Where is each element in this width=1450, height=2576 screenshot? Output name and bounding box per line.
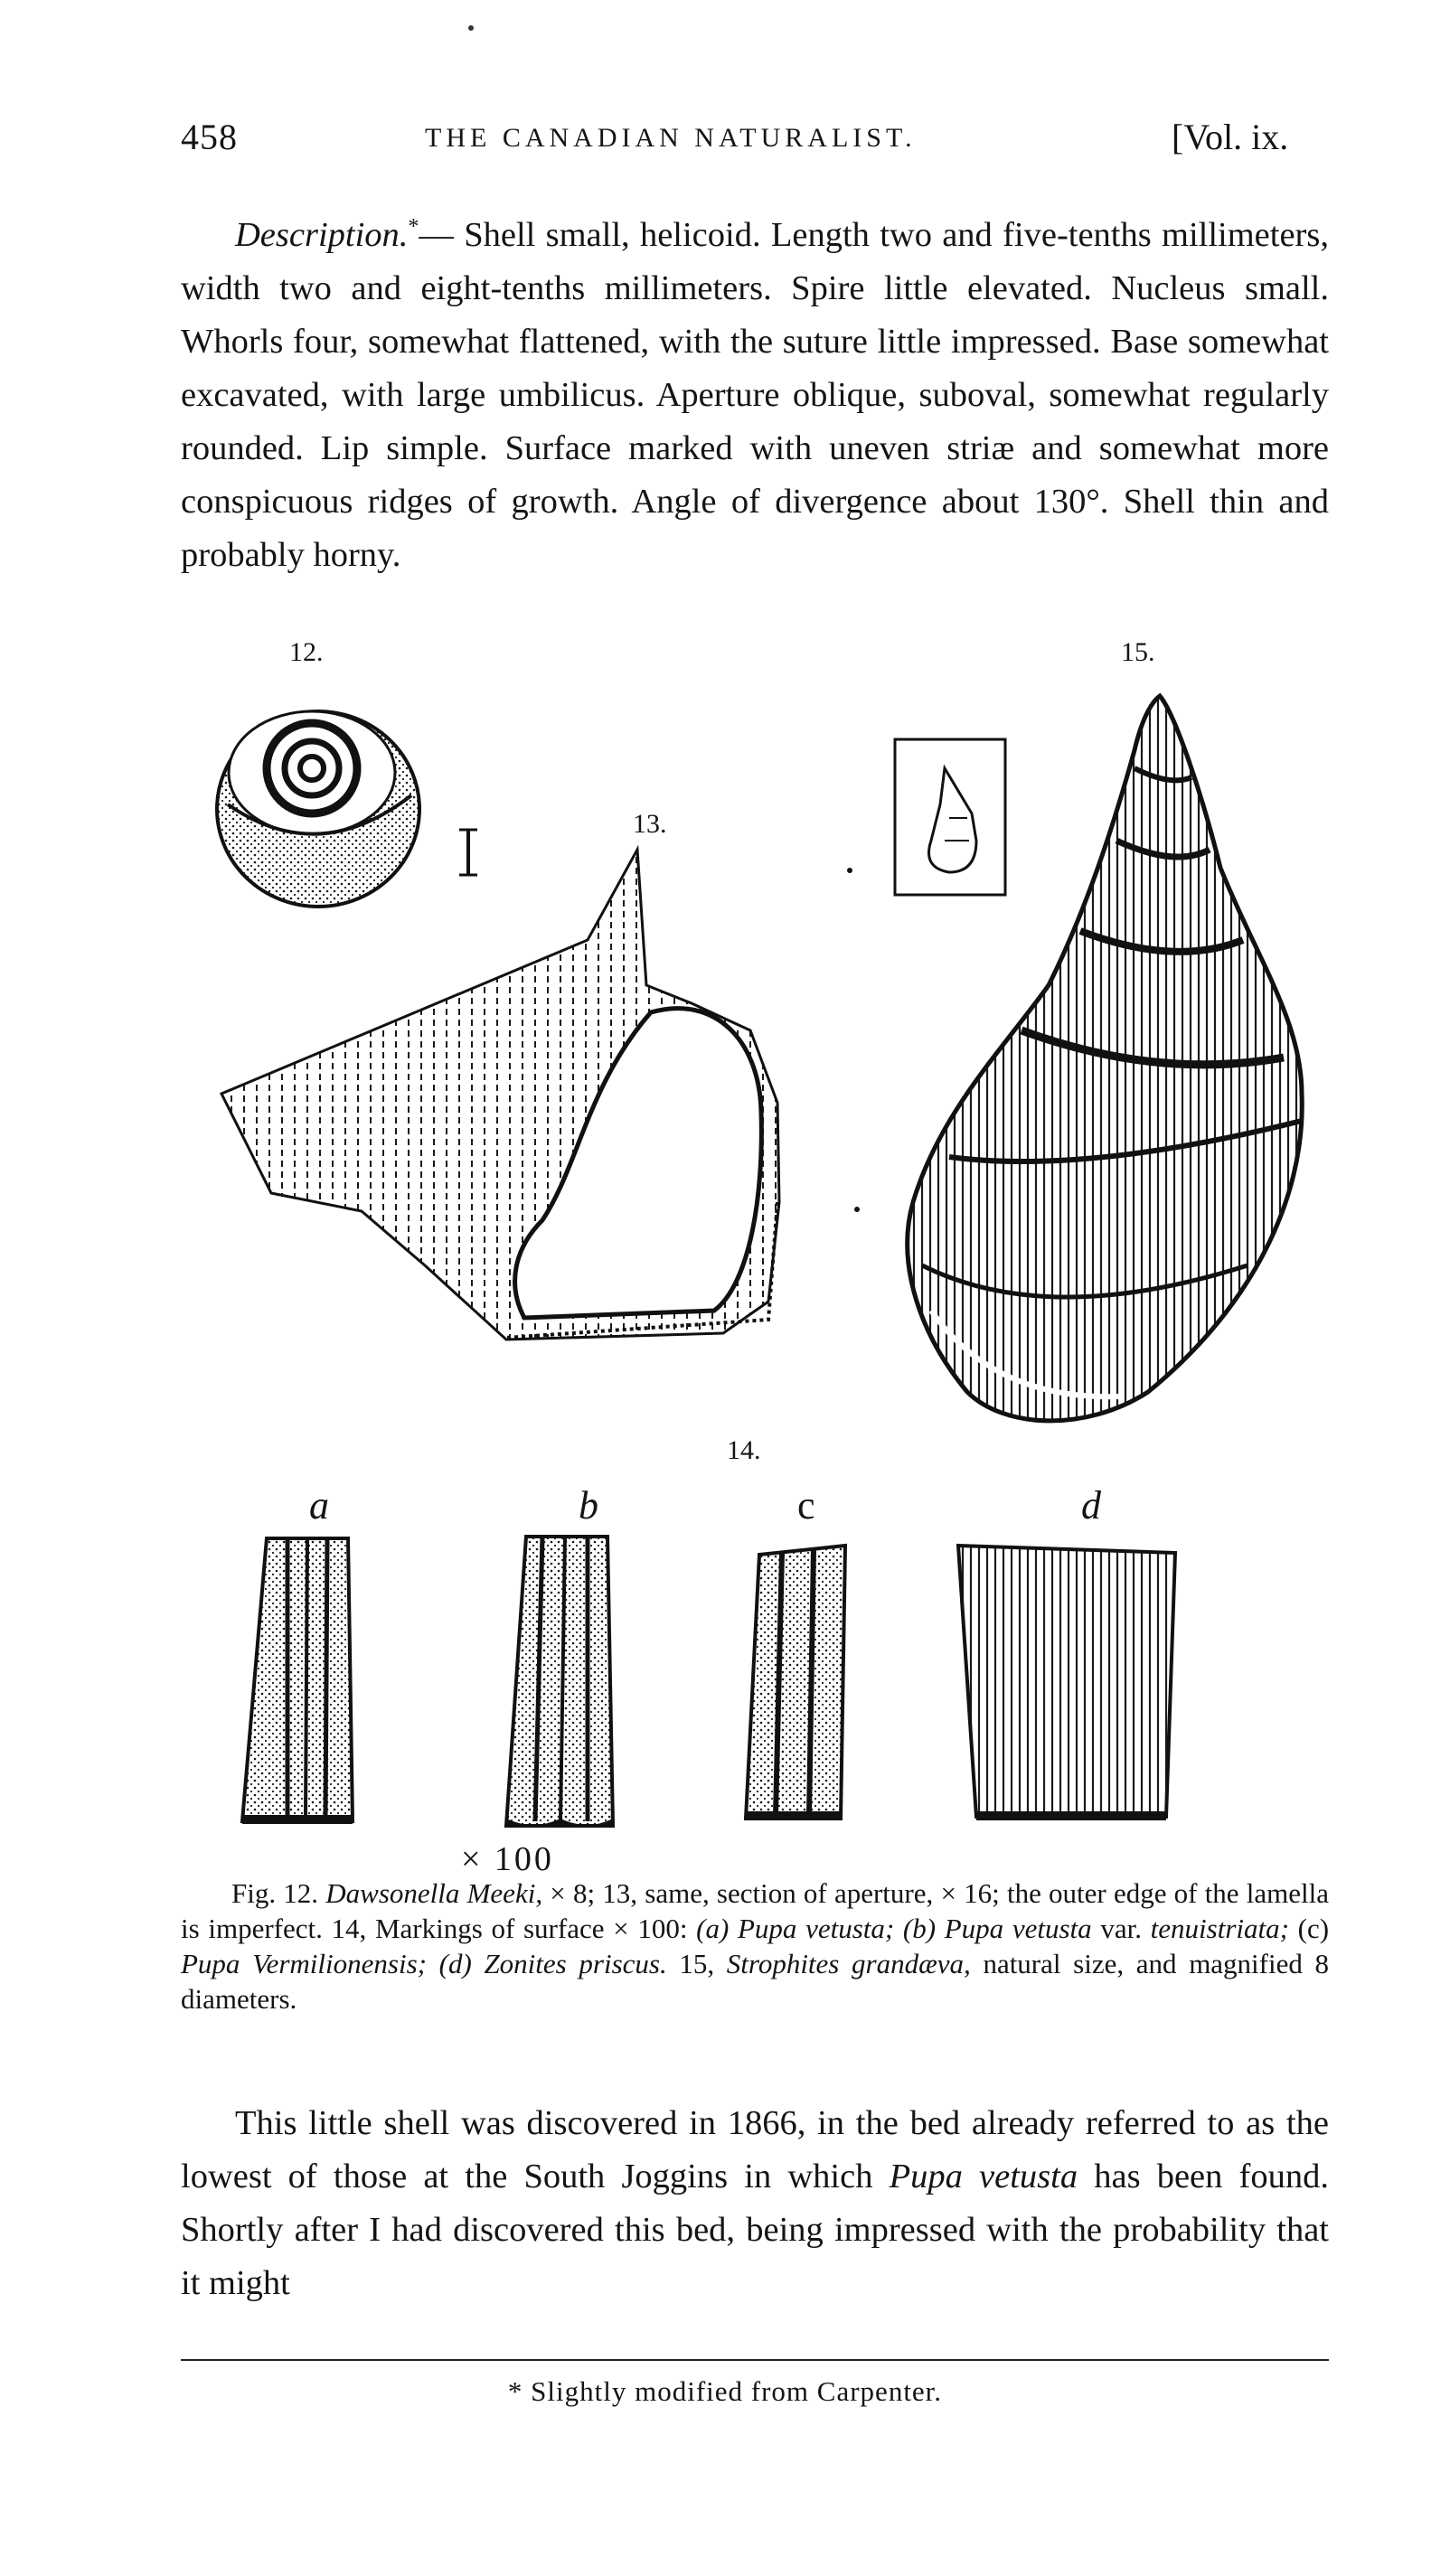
caption-part: Fig. 12.	[231, 1877, 326, 1909]
body-taxon: Pupa vetusta	[889, 2158, 1078, 2195]
fig12-shell-drawing	[217, 711, 477, 907]
caption-part: var.	[1091, 1913, 1151, 1944]
figure-label-13: 13.	[633, 809, 667, 839]
caption-part: × 8; 13, same, section of aperture, × 16; the outer edge of the lamella is imperfect. 14, Markings of surface × 100:	[181, 1877, 1330, 1944]
volume-label: [Vol. ix.	[1172, 117, 1289, 157]
caption-taxon: Strophites grandæva,	[726, 1948, 971, 1979]
footnote: * Slightly modified from Carpenter.	[507, 2375, 943, 2407]
caption-part	[894, 1913, 903, 1944]
figure-label-15: 15.	[1121, 637, 1155, 667]
figure-sublabel-a: a	[309, 1483, 329, 1528]
description-dash: —	[419, 215, 454, 254]
caption-taxon: tenuistriata;	[1150, 1913, 1289, 1944]
figure-sublabel-b: b	[579, 1483, 598, 1528]
description-lead: Description.	[235, 215, 409, 254]
fig14b-surface-markings	[506, 1537, 613, 1828]
caption-taxon: (a) Pupa vetusta;	[696, 1913, 895, 1944]
description-text: Shell small, helicoid. Length two and five-tenths millimeters, width two and eight-tenths millimeters. Spire little elevated. Nucleus small. Whorls four, somewhat flattened, with the suture little impressed. Base somewhat excavated, with large umbilicus. Aperture oblique, suboval, somewhat regularly rounded. Lip simple. Surface marked with uneven striæ and somewhat more conspicuous ridges of growth. Angle of divergence about 130°. Shell thin and probably horny.	[181, 215, 1329, 574]
magnification-label: × 100	[461, 1840, 554, 1878]
fig13-aperture-section	[221, 850, 779, 1340]
figure-caption	[181, 1876, 1329, 2017]
body-paragraph	[181, 2097, 1329, 2310]
caption-part	[427, 1948, 439, 1979]
caption-taxon: (b) Pupa vetusta	[902, 1913, 1092, 1944]
figure-label-14: 14.	[727, 1435, 761, 1465]
caption-part: 15,	[666, 1948, 727, 1979]
fig14a-surface-markings	[242, 1538, 353, 1824]
caption-taxon: Dawsonella Meeki,	[325, 1877, 543, 1909]
fig14c-surface-markings	[746, 1546, 845, 1820]
figure-sublabel-d: d	[1081, 1483, 1101, 1528]
caption-taxon: (d) Zonites priscus.	[438, 1948, 667, 1979]
page-number: 458	[181, 117, 238, 157]
body-text: has been found. Shortly after I had discovered this bed, being impressed with the probability that it might	[181, 2158, 1329, 2302]
fig14d-surface-markings	[958, 1546, 1175, 1820]
caption-taxon: Pupa Vermilionensis;	[181, 1948, 427, 1979]
running-title: THE CANADIAN NATURALIST.	[425, 123, 917, 153]
footnote-marker: *	[408, 215, 419, 239]
figure-sublabel-c: c	[797, 1483, 815, 1528]
caption-part: (c)	[1288, 1913, 1330, 1944]
footnote-rule	[181, 2359, 1329, 2361]
figure-label-12: 12.	[289, 637, 324, 667]
caption-part: natural size, and magnified 8 diameters.	[181, 1948, 1330, 2015]
body-text: This little shell was discovered in 1866, in the bed already referred to as the lowest of those at the South Joggins in which	[181, 2104, 1329, 2195]
